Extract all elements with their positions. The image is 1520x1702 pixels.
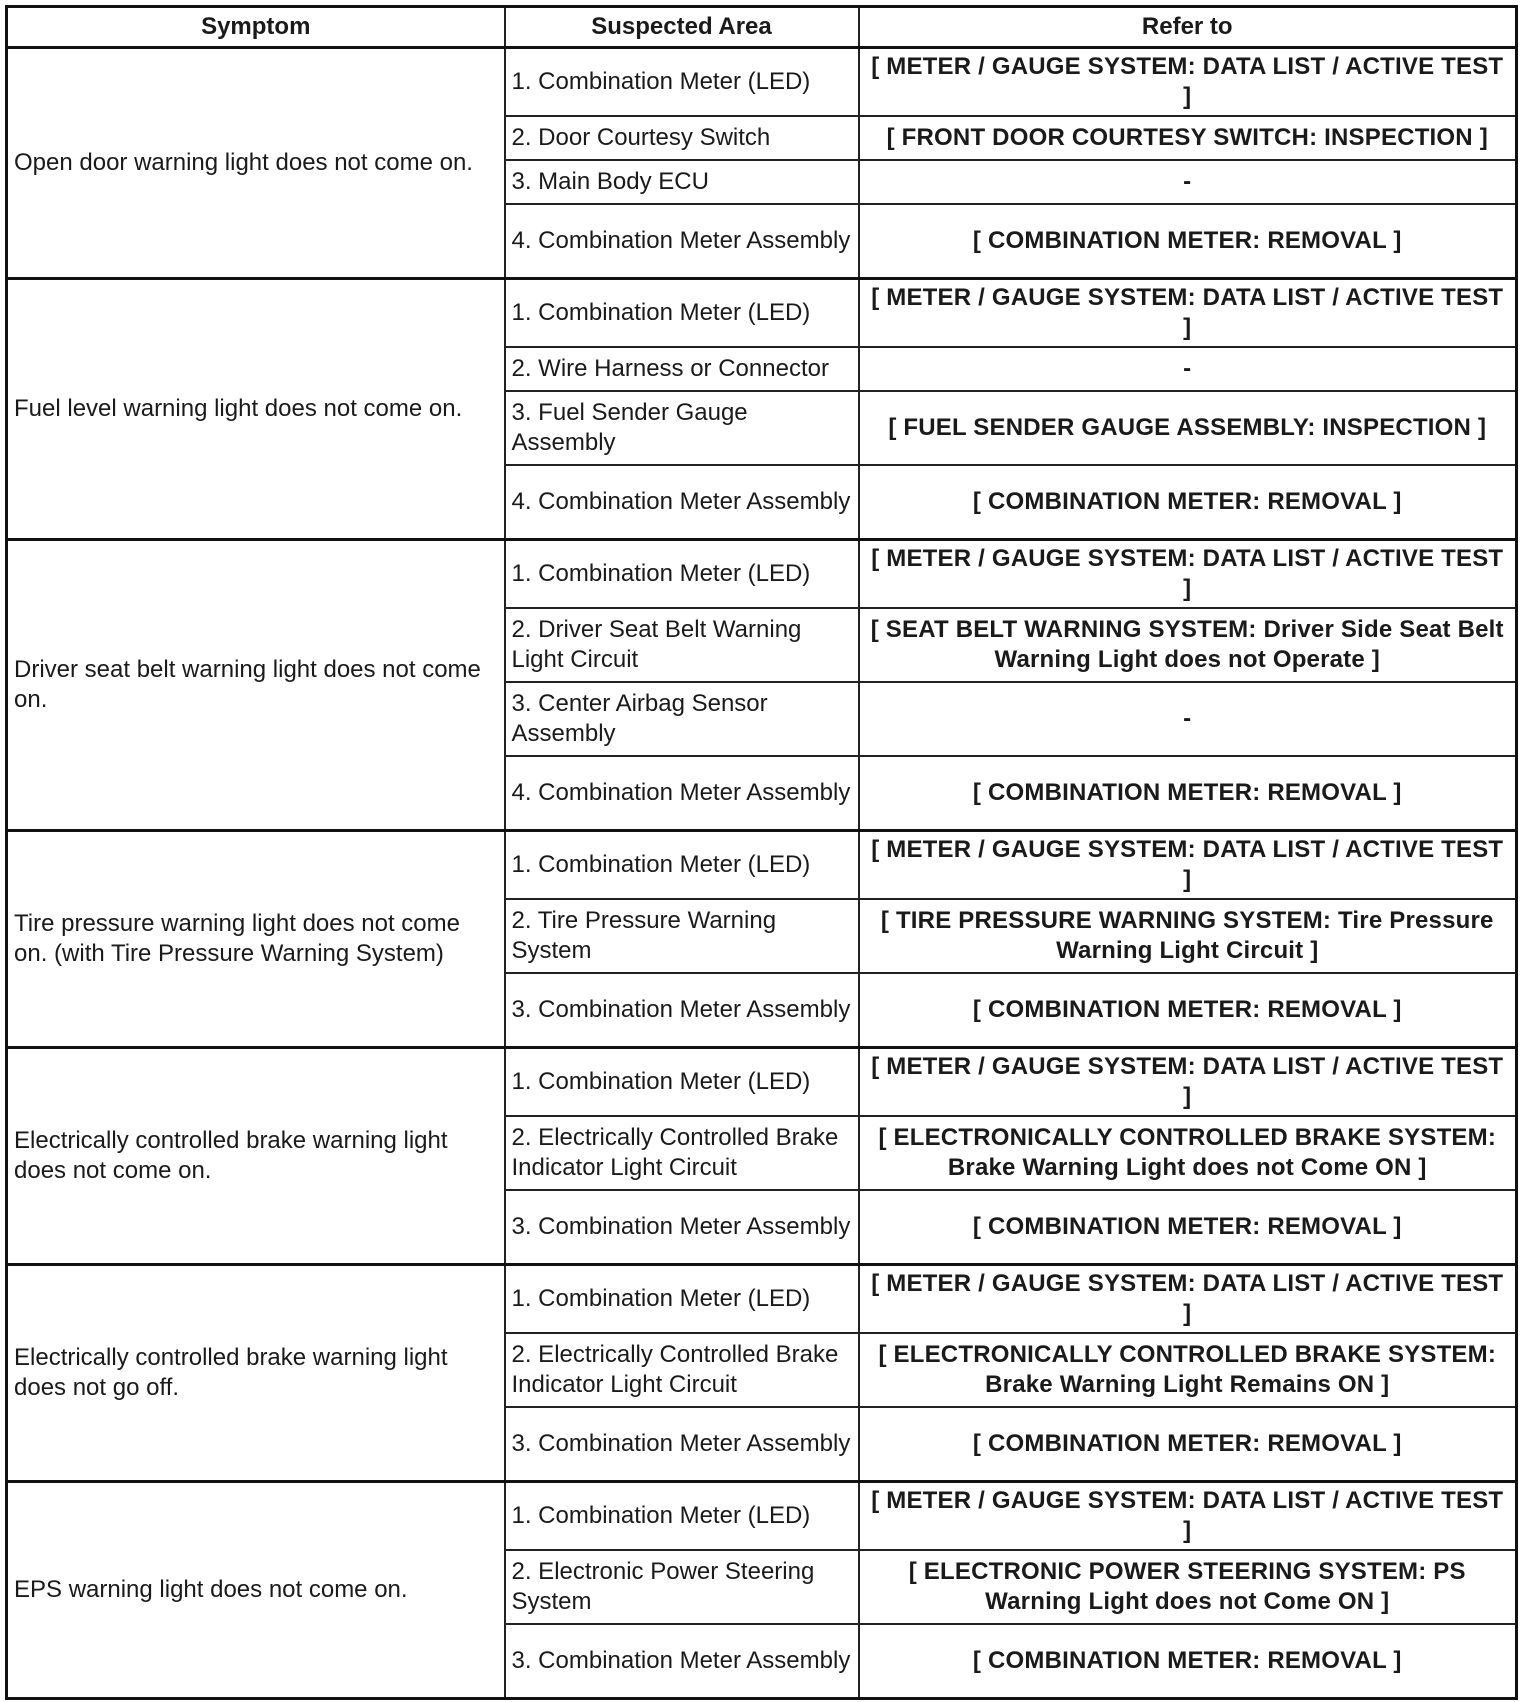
refer-to-cell: -	[859, 160, 1517, 204]
suspected-area-cell: 4. Combination Meter Assembly	[505, 756, 859, 831]
suspected-area-cell: 2. Tire Pressure Warning System	[505, 899, 859, 973]
refer-to-cell: [ SEAT BELT WARNING SYSTEM: Driver Side Seat Belt Warning Light does not Operate ]	[859, 608, 1517, 682]
table-body	[7, 48, 1517, 1699]
suspected-area-cell: 2. Electronic Power Steering System	[505, 1550, 859, 1624]
refer-to-cell: -	[859, 347, 1517, 391]
refer-to-cell: [ FRONT DOOR COURTESY SWITCH: INSPECTION ]	[859, 116, 1517, 160]
suspected-area-cell: 3. Combination Meter Assembly	[505, 973, 859, 1048]
symptom-cell: Open door warning light does not come on.	[7, 48, 505, 279]
suspected-area-cell: 3. Combination Meter Assembly	[505, 1624, 859, 1699]
table-header	[7, 7, 1517, 48]
table-row	[7, 831, 1517, 900]
refer-to-cell: [ METER / GAUGE SYSTEM: DATA LIST / ACTIVE TEST ]	[859, 279, 1517, 348]
troubleshooting-table-container	[5, 5, 1515, 1700]
suspected-area-cell: 1. Combination Meter (LED)	[505, 540, 859, 609]
suspected-area-cell: 3. Combination Meter Assembly	[505, 1190, 859, 1265]
suspected-area-cell: 2. Wire Harness or Connector	[505, 347, 859, 391]
refer-to-cell: [ COMBINATION METER: REMOVAL ]	[859, 1190, 1517, 1265]
symptom-cell: Electrically controlled brake warning light does not go off.	[7, 1265, 505, 1482]
suspected-area-cell: 3. Fuel Sender Gauge Assembly	[505, 391, 859, 465]
table-row	[7, 1482, 1517, 1551]
header-suspected-area: Suspected Area	[505, 7, 859, 48]
table-row	[7, 1048, 1517, 1117]
table-row	[7, 540, 1517, 609]
suspected-area-cell: 1. Combination Meter (LED)	[505, 1048, 859, 1117]
suspected-area-cell: 1. Combination Meter (LED)	[505, 279, 859, 348]
refer-to-cell: -	[859, 682, 1517, 756]
suspected-area-cell: 1. Combination Meter (LED)	[505, 1265, 859, 1334]
refer-to-cell: [ METER / GAUGE SYSTEM: DATA LIST / ACTIVE TEST ]	[859, 48, 1517, 117]
suspected-area-cell: 4. Combination Meter Assembly	[505, 465, 859, 540]
refer-to-cell: [ COMBINATION METER: REMOVAL ]	[859, 756, 1517, 831]
suspected-area-cell: 3. Combination Meter Assembly	[505, 1407, 859, 1482]
refer-to-cell: [ METER / GAUGE SYSTEM: DATA LIST / ACTIVE TEST ]	[859, 1265, 1517, 1334]
refer-to-cell: [ TIRE PRESSURE WARNING SYSTEM: Tire Pressure Warning Light Circuit ]	[859, 899, 1517, 973]
suspected-area-cell: 2. Driver Seat Belt Warning Light Circuit	[505, 608, 859, 682]
refer-to-cell: [ METER / GAUGE SYSTEM: DATA LIST / ACTIVE TEST ]	[859, 1048, 1517, 1117]
table-row	[7, 1265, 1517, 1334]
refer-to-cell: [ ELECTRONIC POWER STEERING SYSTEM: PS Warning Light does not Come ON ]	[859, 1550, 1517, 1624]
suspected-area-cell: 2. Electrically Controlled Brake Indicator Light Circuit	[505, 1333, 859, 1407]
refer-to-cell: [ METER / GAUGE SYSTEM: DATA LIST / ACTIVE TEST ]	[859, 540, 1517, 609]
suspected-area-cell: 2. Door Courtesy Switch	[505, 116, 859, 160]
refer-to-cell: [ COMBINATION METER: REMOVAL ]	[859, 1407, 1517, 1482]
header-row	[7, 7, 1517, 48]
refer-to-cell: [ COMBINATION METER: REMOVAL ]	[859, 465, 1517, 540]
symptom-cell: EPS warning light does not come on.	[7, 1482, 505, 1699]
table-row	[7, 48, 1517, 117]
suspected-area-cell: 3. Main Body ECU	[505, 160, 859, 204]
table-row	[7, 279, 1517, 348]
refer-to-cell: [ COMBINATION METER: REMOVAL ]	[859, 1624, 1517, 1699]
refer-to-cell: [ COMBINATION METER: REMOVAL ]	[859, 973, 1517, 1048]
refer-to-cell: [ ELECTRONICALLY CONTROLLED BRAKE SYSTEM: Brake Warning Light does not Come ON ]	[859, 1116, 1517, 1190]
suspected-area-cell: 2. Electrically Controlled Brake Indicator Light Circuit	[505, 1116, 859, 1190]
symptom-cell: Tire pressure warning light does not come on. (with Tire Pressure Warning System)	[7, 831, 505, 1048]
refer-to-cell: [ ELECTRONICALLY CONTROLLED BRAKE SYSTEM: Brake Warning Light Remains ON ]	[859, 1333, 1517, 1407]
suspected-area-cell: 3. Center Airbag Sensor Assembly	[505, 682, 859, 756]
refer-to-cell: [ COMBINATION METER: REMOVAL ]	[859, 204, 1517, 279]
symptom-cell: Fuel level warning light does not come on.	[7, 279, 505, 540]
header-symptom: Symptom	[7, 7, 505, 48]
suspected-area-cell: 1. Combination Meter (LED)	[505, 48, 859, 117]
suspected-area-cell: 1. Combination Meter (LED)	[505, 831, 859, 900]
suspected-area-cell: 1. Combination Meter (LED)	[505, 1482, 859, 1551]
suspected-area-cell: 4. Combination Meter Assembly	[505, 204, 859, 279]
troubleshooting-table	[5, 5, 1518, 1700]
refer-to-cell: [ FUEL SENDER GAUGE ASSEMBLY: INSPECTION ]	[859, 391, 1517, 465]
refer-to-cell: [ METER / GAUGE SYSTEM: DATA LIST / ACTIVE TEST ]	[859, 831, 1517, 900]
symptom-cell: Electrically controlled brake warning light does not come on.	[7, 1048, 505, 1265]
refer-to-cell: [ METER / GAUGE SYSTEM: DATA LIST / ACTIVE TEST ]	[859, 1482, 1517, 1551]
symptom-cell: Driver seat belt warning light does not come on.	[7, 540, 505, 831]
header-refer-to: Refer to	[859, 7, 1517, 48]
